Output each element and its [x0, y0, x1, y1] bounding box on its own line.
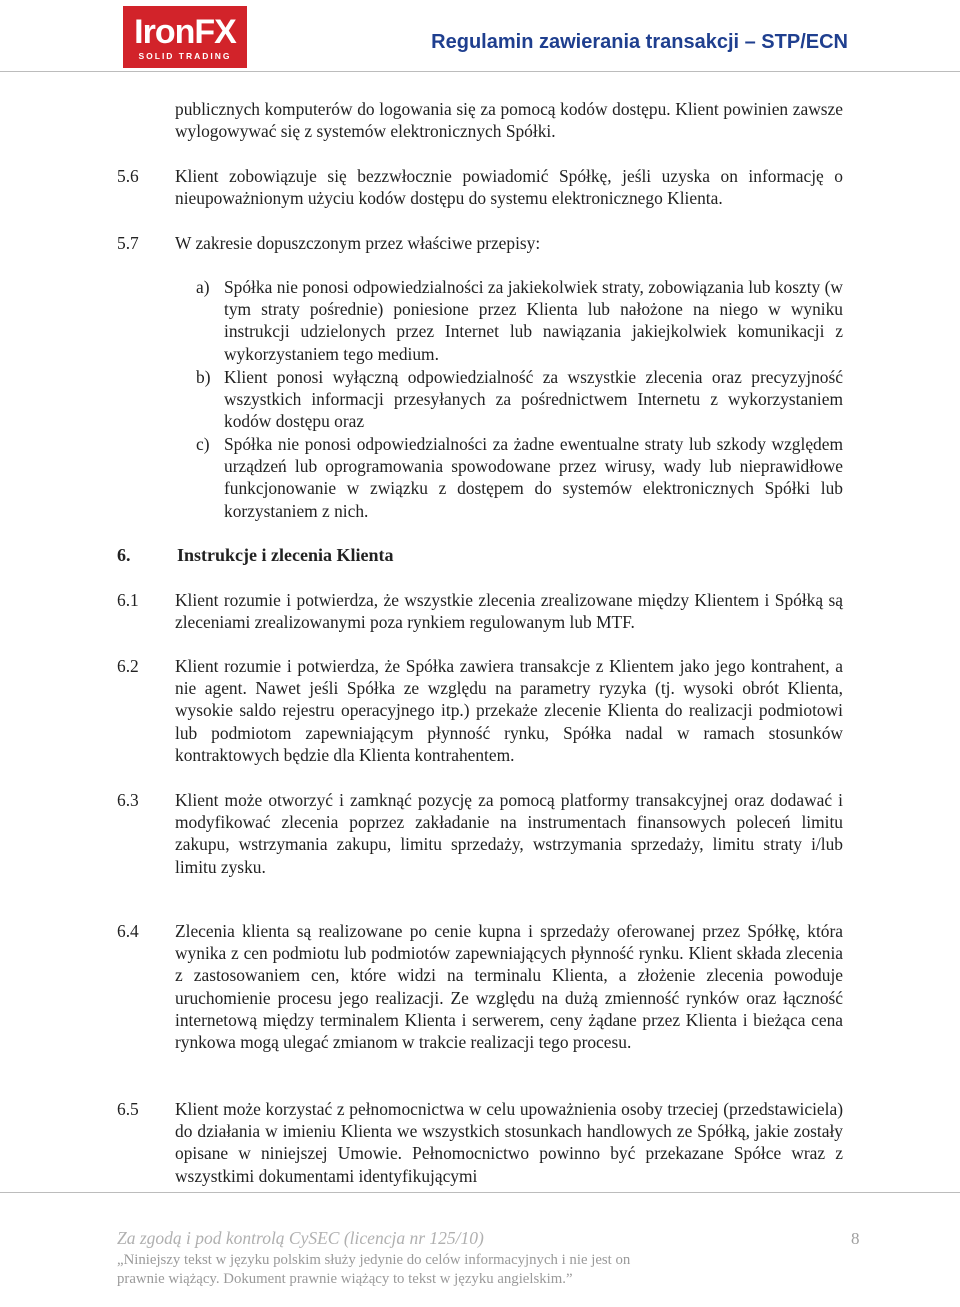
clause-number-6-2: 6.2: [117, 656, 139, 676]
clause-number-6-1: 6.1: [117, 590, 139, 610]
list-item-letter-c: c): [196, 434, 210, 454]
list-item-b: Klient ponosi wyłączną odpowiedzialność za wszystkie zlecenia oraz precyzyjność wszystkich informacji przesyłanych za pośrednictwem Internetu z wykorzystaniem kodów dostępu oraz: [224, 367, 843, 432]
ironfx-logo: [123, 6, 247, 68]
clause-number-5-7: 5.7: [117, 233, 139, 253]
list-item-c: Spółka nie ponosi odpowiedzialności za żadne ewentualne straty lub szkody względem urządzeń lub oprogramowania spowodowane przez wirusy, wady lub nieprawidłowe funkcjonowanie w związku z dostępem do systemów elektronicznych Spółki lub korzystaniem z nich.: [224, 434, 843, 521]
clause-number-6-3: 6.3: [117, 790, 139, 810]
footer-disclaimer: „Niniejszy tekst w języku polskim służy jedynie do celów informacyjnych i nie jest on prawnie wiążący. Dokument prawnie wiążący to tekst w języku angielskim.”: [117, 1252, 631, 1287]
clause-6-2: Klient rozumie i potwierdza, że Spółka zawiera transakcje z Klientem jako jego kontrahent, a nie agent. Nawet jeśli Spółka ze względu na parametry ryzyka (tj. wysoki obrót Klienta, wysokie saldo rejestru operacyjnego itp.) przekaże zlecenie Klienta do realizacji podmiotowi lub podmiotom zapewniającym płynność rynku, Spółka nadal w ramach stosunków kontraktowych będzie dla Klienta kontrahentem.: [175, 656, 843, 765]
logo-wordmark: IronFX: [134, 13, 236, 51]
intro-paragraph: publicznych komputerów do logowania się za pomocą kodów dostępu. Klient powinien zawsze wylogowywać się z systemów elektronicznych Spółki.: [175, 99, 843, 142]
clause-6-4: Zlecenia klienta są realizowane po cenie kupna i sprzedaży oferowanej przez Spółkę, która wynika z cen podmiotu lub podmiotów zapewniających płynność rynku. Klient składa zlecenia z zastosowaniem cen, które widzi na terminalu Klienta, a złożenie zlecenia powoduje uruchomienie procesu jego realizacji. Ze względu na dużą zmienność rynków oraz łączność internetową między terminalem Klienta i serwerem, ceny żądane przez Klienta i bieżąca cena rynkowa mogą ulegać zmianom w trakcie realizacji tego procesu.: [175, 921, 843, 1053]
list-item-a: Spółka nie ponosi odpowiedzialności za jakiekolwiek straty, zobowiązania lub koszty (w tym straty pośrednie) poniesione przez Klienta lub nałożone na niego w wyniku instrukcji udzielonych przez Internet lub nawiązania jakiejkolwiek komunikacji z wykorzystaniem tego medium.: [224, 277, 843, 364]
footer-license: Za zgodą i pod kontrolą CySEC (licencja nr 125/10): [117, 1228, 484, 1248]
clause-6-1: Klient rozumie i potwierdza, że wszystkie zlecenia zrealizowane między Klientem i Spółką są zleceniami zrealizowanymi poza rynkiem regulowanym lub MTF.: [175, 590, 843, 633]
clause-6-5: Klient może korzystać z pełnomocnictwa w celu upoważnienia osoby trzeciej (przedstawiciela) do działania w imieniu Klienta we wszystkich stosunkach handlowych ze Spółką, jakie zostały opisane w niniejszej Umowie. Pełnomocnictwo powinno być przekazane Spółce wraz z wszystkimi dokumentami identyfikującymi: [175, 1099, 843, 1186]
section-6-number: 6.: [117, 545, 131, 565]
list-item-letter-a: a): [196, 277, 210, 297]
clause-6-3: Klient może otworzyć i zamknąć pozycję za pomocą platformy transakcyjnej oraz dodawać i modyfikować zlecenia poprzez zakładanie na instrumentach finansowych poleceń limitu zakupu, wstrzymania zakupu, limitu sprzedaży, wstrzymania sprzedaży, limitu straty i/lub limitu zysku.: [175, 790, 843, 877]
clause-5-6: Klient zobowiązuje się bezzwłocznie powiadomić Spółkę, jeśli uzyska on informację o nieupoważnionym użyciu kodów dostępu do systemu elektronicznego Klienta.: [175, 166, 843, 209]
document-title: Regulamin zawierania transakcji – STP/ECN: [431, 31, 848, 53]
logo-tagline: SOLID TRADING: [138, 51, 232, 61]
clause-number-6-4: 6.4: [117, 921, 139, 941]
clause-number-6-5: 6.5: [117, 1099, 139, 1119]
clause-5-7: W zakresie dopuszczonym przez właściwe przepisy:: [175, 233, 541, 253]
footer-divider: [0, 1192, 960, 1193]
clause-number-5-6: 5.6: [117, 166, 139, 186]
header-divider: [0, 71, 960, 72]
page-number: 8: [851, 1229, 860, 1248]
list-item-letter-b: b): [196, 367, 211, 387]
section-6-title: Instrukcje i zlecenia Klienta: [177, 545, 394, 565]
